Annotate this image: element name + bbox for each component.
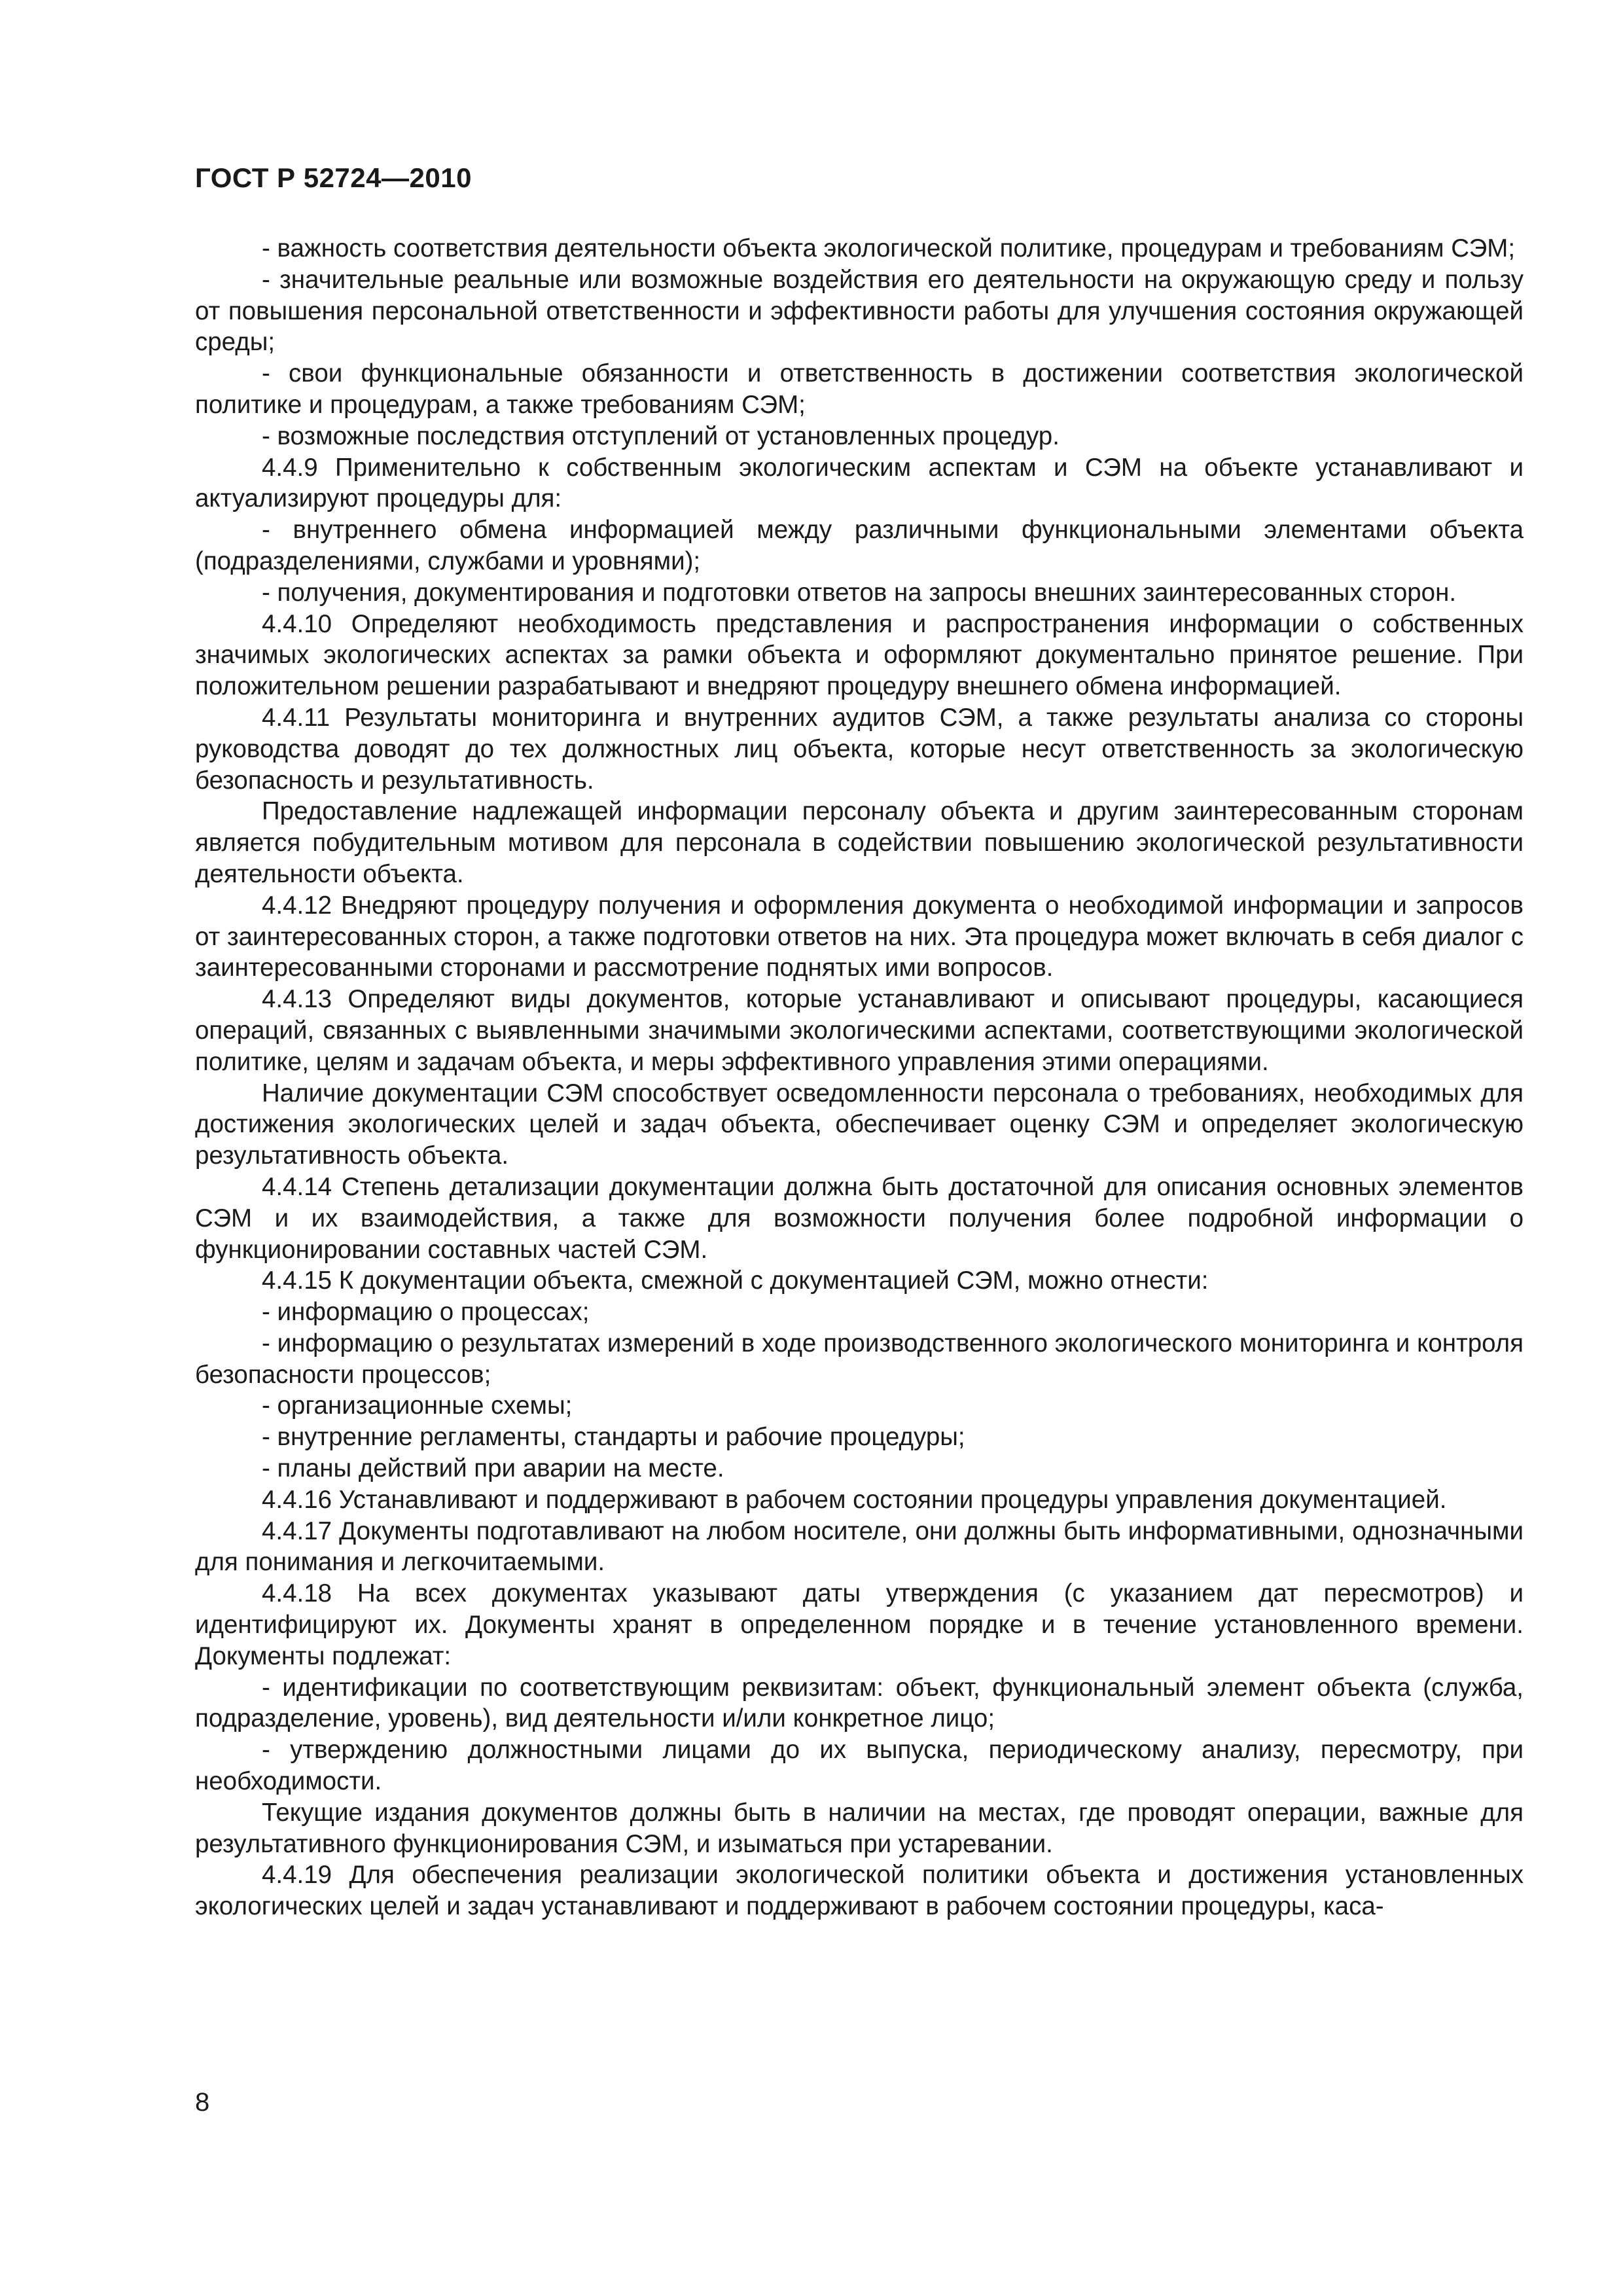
document-code-header: ГОСТ Р 52724—2010 (195, 162, 472, 193)
paragraph: - возможные последствия отступлений от установленных процедур. (262, 422, 1060, 450)
paragraph: - получения, документирования и подготовки ответов на запросы внешних заинтересованных сторон. (262, 578, 1457, 607)
document-body (195, 233, 1524, 1922)
paragraph: 4.4.16 Устанавливают и поддерживают в рабочем состоянии процедуры управления документацией. (262, 1485, 1447, 1514)
paragraph: - утверждению должностными лицами до их выпуска, периодическому анализу, пересмотру, при необходимости. (195, 1736, 1524, 1796)
paragraph: - внутреннего обмена информацией между различными функциональными элементами объекта (подразделениями, службами и уровнями); (195, 516, 1524, 575)
paragraph: - внутренние регламенты, стандарты и рабочие процедуры; (262, 1423, 965, 1452)
paragraph: 4.4.15 К документации объекта, смежной с документацией СЭМ, можно отнести: (262, 1266, 1209, 1295)
paragraph: 4.4.17 Документы подготавливают на любом носителе, они должны быть информативными, однозначными для понимания и легкочитаемыми. (195, 1516, 1524, 1577)
paragraph: Наличие документации СЭМ способствует осведомленности персонала о требованиях, необходимых для достижения экологических целей и задач объекта, обеспечивает оценку СЭМ и определяет экологическую результативность объекта. (195, 1079, 1524, 1170)
paragraph: 4.4.10 Определяют необходимость представления и распространения информации о собственных значимых экологических аспектах за рамки объекта и оформляют документально принятое решение. При положительном решении разрабатывают и внедряют процедуру внешнего обмена информацией. (195, 609, 1524, 701)
paragraph: 4.4.18 На всех документах указывают даты утверждения (с указанием дат пересмотров) и идентифицируют их. Документы хранят в определенном порядке и в течение установленного времени. Документы подлежат: (195, 1579, 1524, 1670)
paragraph: - организационные схемы; (262, 1391, 573, 1420)
paragraph: - идентификации по соответствующим реквизитам: объект, функциональный элемент объекта (служба, подразделение, уровень), вид деятельности и/или конкретное лицо; (195, 1673, 1524, 1733)
paragraph: 4.4.13 Определяют виды документов, которые устанавливают и описывают процедуры, касающиеся операций, связанных с выявленными значимыми экологическими аспектами, соответствующими экологической политике, целям и задачам объекта, и меры эффективного управления этими операциями. (195, 985, 1524, 1076)
paragraph: Предоставление надлежащей информации персоналу объекта и другим заинтересованным сторонам является побудительным мотивом для персонала в содействии повышению экологической результативности деятельности объекта. (195, 797, 1524, 888)
paragraph: - планы действий при аварии на месте. (262, 1454, 724, 1483)
page-number: 8 (195, 2088, 210, 2117)
paragraph: - информацию о процессах; (262, 1298, 590, 1327)
paragraph: 4.4.12 Внедряют процедуру получения и оформления документа о необходимой информации и запросов от заинтересованных сторон, а также подготовки ответов на них. Эта процедура может включать в себя диалог с заинтересованными сторонами и рассмотрение поднятых ими вопросов. (195, 891, 1524, 982)
paragraph: 4.4.9 Применительно к собственным экологическим аспектам и СЭМ на объекте устанавливают и актуализируют процедуры для: (195, 453, 1524, 513)
paragraph: - информацию о результатах измерений в ходе производственного экологического мониторинга и контроля безопасности процессов; (195, 1329, 1524, 1389)
paragraph: - свои функциональные обязанности и ответственность в достижении соответствия экологической политике и процедурам, а также требованиям СЭМ; (195, 359, 1524, 419)
paragraph: 4.4.14 Степень детализации документации должна быть достаточной для описания основных элементов СЭМ и их взаимодействия, а также для возможности получения более подробной информации о функционировании составных частей СЭМ. (195, 1172, 1524, 1264)
paragraph: 4.4.19 Для обеспечения реализации экологической политики объекта и достижения установленных экологических целей и задач устанавливают и поддерживают в рабочем состоянии процедуры, каса- (195, 1861, 1524, 1921)
paragraph: - значительные реальные или возможные воздействия его деятельности на окружающую среду и пользу от повышения персональной ответственности и эффективности работы для улучшения состояния окружающей среды; (195, 265, 1524, 357)
paragraph: Текущие издания документов должны быть в наличии на местах, где проводят операции, важные для результативного функционирования СЭМ, и изыматься при устаревании. (195, 1798, 1524, 1858)
paragraph: - важность соответствия деятельности объекта экологической политике, процедурам и требованиям СЭМ; (262, 234, 1516, 262)
paragraph: 4.4.11 Результаты мониторинга и внутренних аудитов СЭМ, а также результаты анализа со стороны руководства доводят до тех должностных лиц объекта, которые несут ответственность за экологическую безопасность и результативность. (195, 703, 1524, 795)
